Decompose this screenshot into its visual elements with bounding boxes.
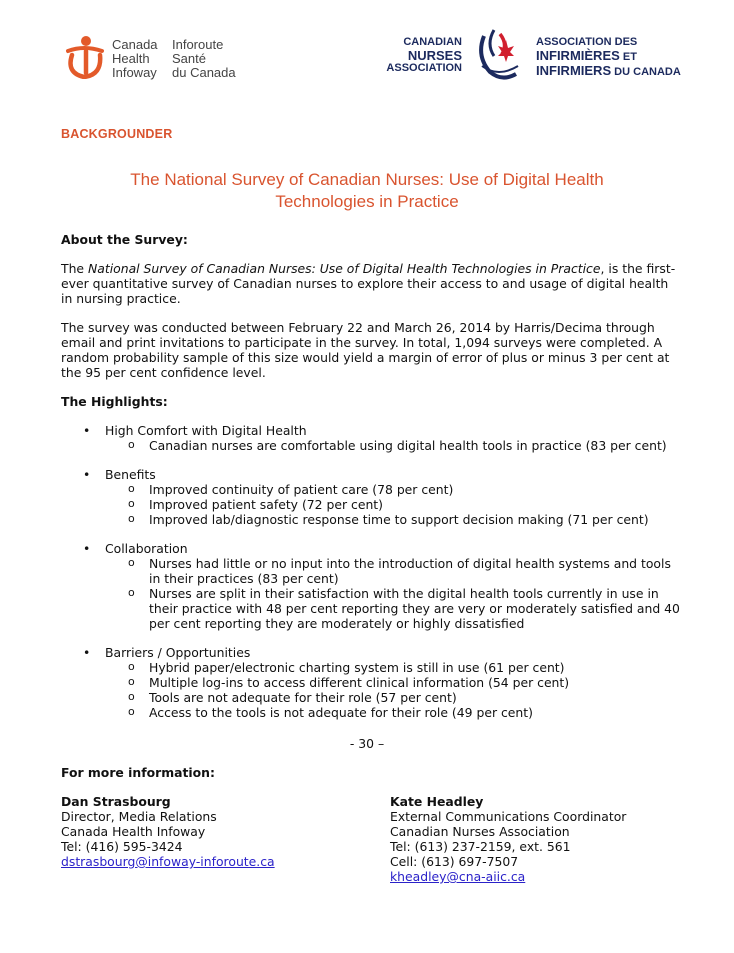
contact-card-cna	[390, 794, 626, 884]
canadian-nurses-association-logo	[378, 26, 698, 86]
page-number: - 30 –	[349, 736, 385, 751]
highlight-subitems	[61, 438, 681, 453]
canada-health-infoway-logo	[62, 33, 252, 83]
contact-email-link[interactable]: kheadley@cna-aiic.ca	[390, 869, 526, 884]
highlight-subitem: o Multiple log-ins to access different clinical information (54 per cent)	[61, 675, 681, 690]
contact-card-infoway	[61, 794, 275, 869]
contact-title: External Communications Coordinator	[390, 809, 627, 824]
cna-emblem-icon	[470, 26, 526, 84]
highlight-subitems	[61, 482, 681, 527]
about-paragraph-2: The survey was conducted between February 22 and March 26, 2014 by Harris/Decima through email and print invitations to participate in the survey. In total, 1,094 surveys were completed. A random probability sample of this size would yield a margin of error of plus or minus 3 per cent at the 95 per cent confidence level.	[61, 320, 670, 380]
highlight-subitem: o Improved lab/diagnostic response time to support decision making (71 per cent)	[61, 512, 681, 527]
about-heading: About the Survey:	[61, 232, 188, 247]
highlight-subitem: o Nurses are split in their satisfaction with the digital health tools currently in use in their practice with 48 per cent reporting they are very or moderately satisfied and 40 per cent reporting they are moderately or highly dissatisfied	[61, 586, 681, 631]
highlight-item: • Barriers / Opportunities	[61, 645, 681, 660]
highlight-item: • High Comfort with Digital Health	[61, 423, 681, 438]
more-info-heading: For more information:	[61, 765, 215, 780]
highlight-subitem: o Improved patient safety (72 per cent)	[61, 497, 681, 512]
document-label: BACKGROUNDER	[61, 127, 173, 141]
contact-name: Kate Headley	[390, 794, 484, 809]
highlight-subitems	[61, 660, 681, 720]
contact-org: Canada Health Infoway	[61, 824, 206, 839]
highlights-heading: The Highlights:	[61, 394, 168, 409]
infoway-french-name: Inforoute Santé du Canada	[172, 37, 236, 80]
cna-french-name: ASSOCIATION DES INFIRMIÈRES ET INFIRMIERS DU CANADA	[536, 36, 681, 78]
contact-tel: Tel: (613) 237-2159, ext. 561	[390, 839, 571, 854]
contact-title: Director, Media Relations	[61, 809, 217, 824]
highlight-subitem: o Tools are not adequate for their role (57 per cent)	[61, 690, 681, 705]
highlight-subitem: o Improved continuity of patient care (78 per cent)	[61, 482, 681, 497]
highlight-subitems	[61, 556, 681, 631]
cna-english-name: CANADIAN NURSES ASSOCIATION	[386, 36, 462, 74]
contact-email-link[interactable]: dstrasbourg@infoway-inforoute.ca	[61, 854, 275, 869]
contact-org: Canadian Nurses Association	[390, 824, 570, 839]
contact-cell: Cell: (613) 697-7507	[390, 854, 519, 869]
infoway-english-name: Canada Health Infoway	[112, 37, 158, 80]
highlight-item: • Benefits	[61, 467, 681, 482]
highlight-subitem: o Nurses had little or no input into the introduction of digital health systems and tools in their practices (83 per cent)	[61, 556, 681, 586]
document-title: The National Survey of Canadian Nurses: Use of Digital Health Technologies in Practice	[130, 170, 604, 211]
contact-name: Dan Strasbourg	[61, 794, 171, 809]
highlights-list	[61, 423, 681, 720]
highlight-subitem: o Canadian nurses are comfortable using digital health tools in practice (83 per cent)	[61, 438, 681, 453]
document-body	[61, 232, 681, 720]
infoway-mark-icon	[62, 33, 106, 79]
about-paragraph-1: The National Survey of Canadian Nurses: Use of Digital Health Technologies in Practice, is the first-ever quantitative survey of Canadian nurses to explore their access to and usage of digital health in nursing practice.	[61, 261, 676, 306]
highlight-subitem: o Hybrid paper/electronic charting system is still in use (61 per cent)	[61, 660, 681, 675]
highlight-subitem: o Access to the tools is not adequate for their role (49 per cent)	[61, 705, 681, 720]
highlight-item: • Collaboration	[61, 541, 681, 556]
contact-tel: Tel: (416) 595-3424	[61, 839, 183, 854]
